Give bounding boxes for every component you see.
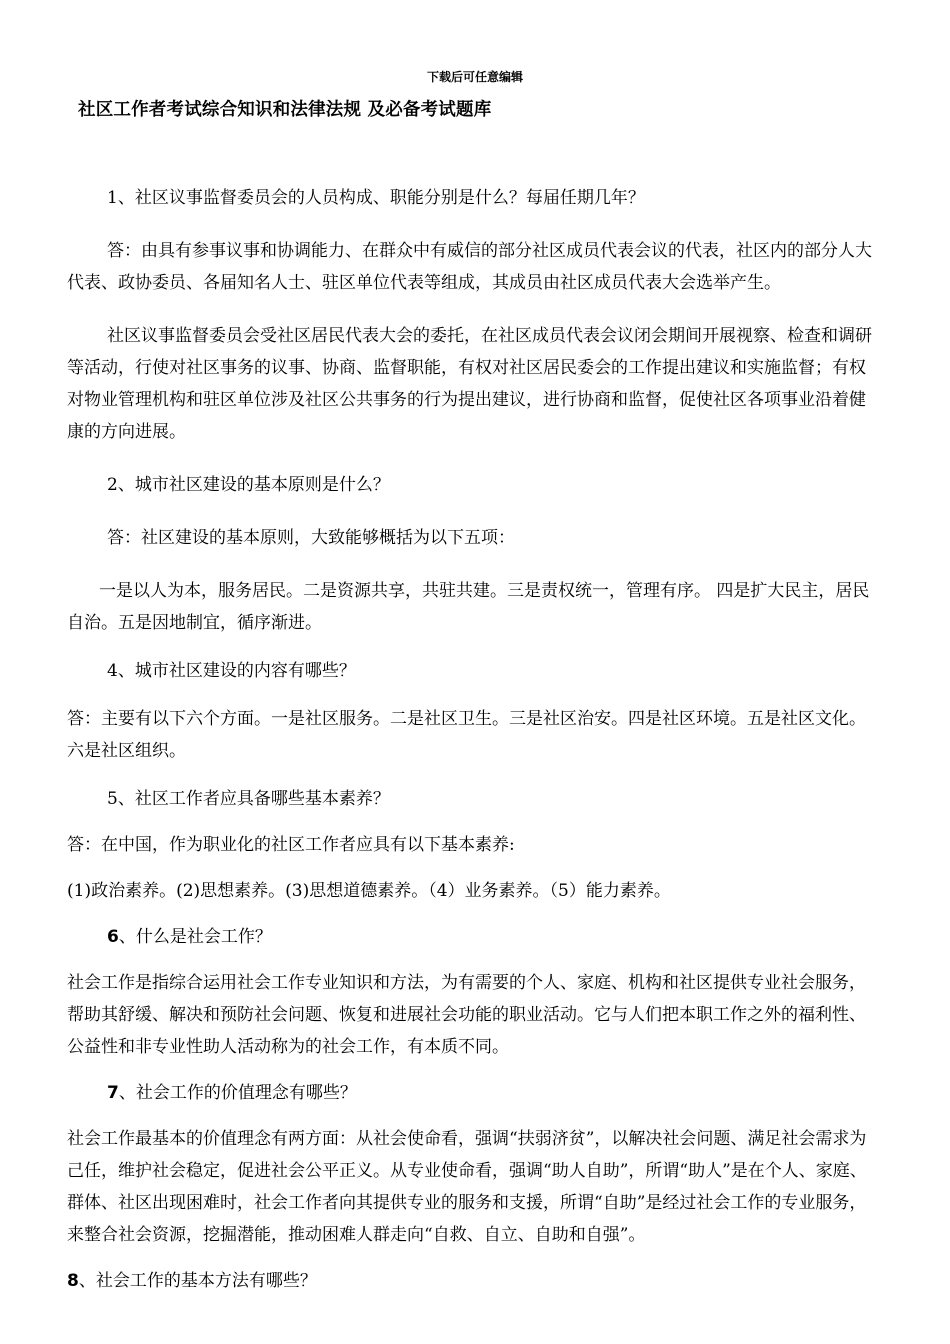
question-2: 2、城市社区建设的基本原则是什么？: [107, 475, 390, 495]
question-8-number: 8: [67, 1271, 79, 1291]
answer-6: 社会工作是指综合运用社会工作专业知识和方法，为有需要的个人、家庭、机构和社区提供专业社会服务，帮助其舒缓、解决和预防社会问题、恢复和进展社会功能的职业活动。它与人们把本职工作之外的福利性、公益性和非专业性助人活动称为的社会工作，有本质不同。: [67, 973, 866, 1057]
question-7: [67, 1077, 879, 1109]
answer-1-part-2: 社区议事监督委员会受社区居民代表大会的委托，在社区成员代表会议闭会期间开展视察、检查和调研等活动，行使对社区事务的议事、协商、监督职能，有权对社区居民委会的工作提出建议和实施监督；有权对物业管理机构和驻区单位涉及社区公共事务的行为提出建议，进行协商和监督，促使社区各项事业沿着健康的方向进展。: [67, 326, 872, 442]
answer-1-part-1: 答：由具有参事议事和协调能力、在群众中有威信的部分社区成员代表会议的代表，社区内的部分人大代表、政协委员、各届知名人士、驻区单位代表等组成，其成员由社区成员代表大会选举产生。: [67, 241, 872, 293]
document-title: 社区工作者考试综合知识和法律法规 及必备考试题库: [78, 100, 492, 120]
answer-2-intro: 答：社区建设的基本原则，大致能够概括为以下五项：: [107, 528, 515, 548]
answer-5-intro: 答：在中国，作为职业化的社区工作者应具有以下基本素养:: [67, 835, 515, 855]
question-6-text: 、什么是社会工作？: [118, 927, 272, 947]
answer-5-list: (1)政治素养。(2)思想素养。(3)思想道德素养。（4）业务素养。（5）能力素养。: [67, 881, 671, 901]
question-5: 5、社区工作者应具备哪些基本素养？: [107, 789, 390, 809]
document-body: [67, 182, 879, 1297]
answer-7: 社会工作最基本的价值理念有两方面：从社会使命看，强调“扶弱济贫”，以解决社会问题、满足社会需求为己任，维护社会稳定，促进社会公平正义。从专业使命看，强调“助人自助”，所谓“助人”是在个人、家庭、群体、社区出现困难时，社会工作者向其提供专业的服务和支援，所谓“自助”是经过社会工作的专业服务，来整合社会资源，挖掘潜能，推动困难人群走向“自救、自立、自助和自强”。: [67, 1129, 867, 1245]
question-8: [67, 1265, 879, 1297]
answer-4: 答：主要有以下六个方面。一是社区服务。二是社区卫生。三是社区治安。四是社区环境。五是社区文化。六是社区组织。: [67, 709, 866, 761]
question-7-text: 、社会工作的价值理念有哪些？: [118, 1083, 357, 1103]
question-8-text: 、社会工作的基本方法有哪些？: [78, 1271, 317, 1291]
question-1: 1、社区议事监督委员会的人员构成、职能分别是什么？每届任期几年？: [107, 188, 645, 208]
question-4: 4、城市社区建设的内容有哪些？: [107, 661, 356, 681]
header-note: 下载后可任意编辑: [426, 70, 523, 84]
question-7-number: 7: [107, 1083, 119, 1103]
answer-2-principles: 一是以人为本，服务居民。二是资源共享，共驻共建。三是责权统一，管理有序。 四是扩大民主，居民自治。五是因地制宜，循序渐进。: [67, 581, 870, 633]
question-6: [67, 921, 879, 953]
question-6-number: 6: [107, 927, 119, 947]
